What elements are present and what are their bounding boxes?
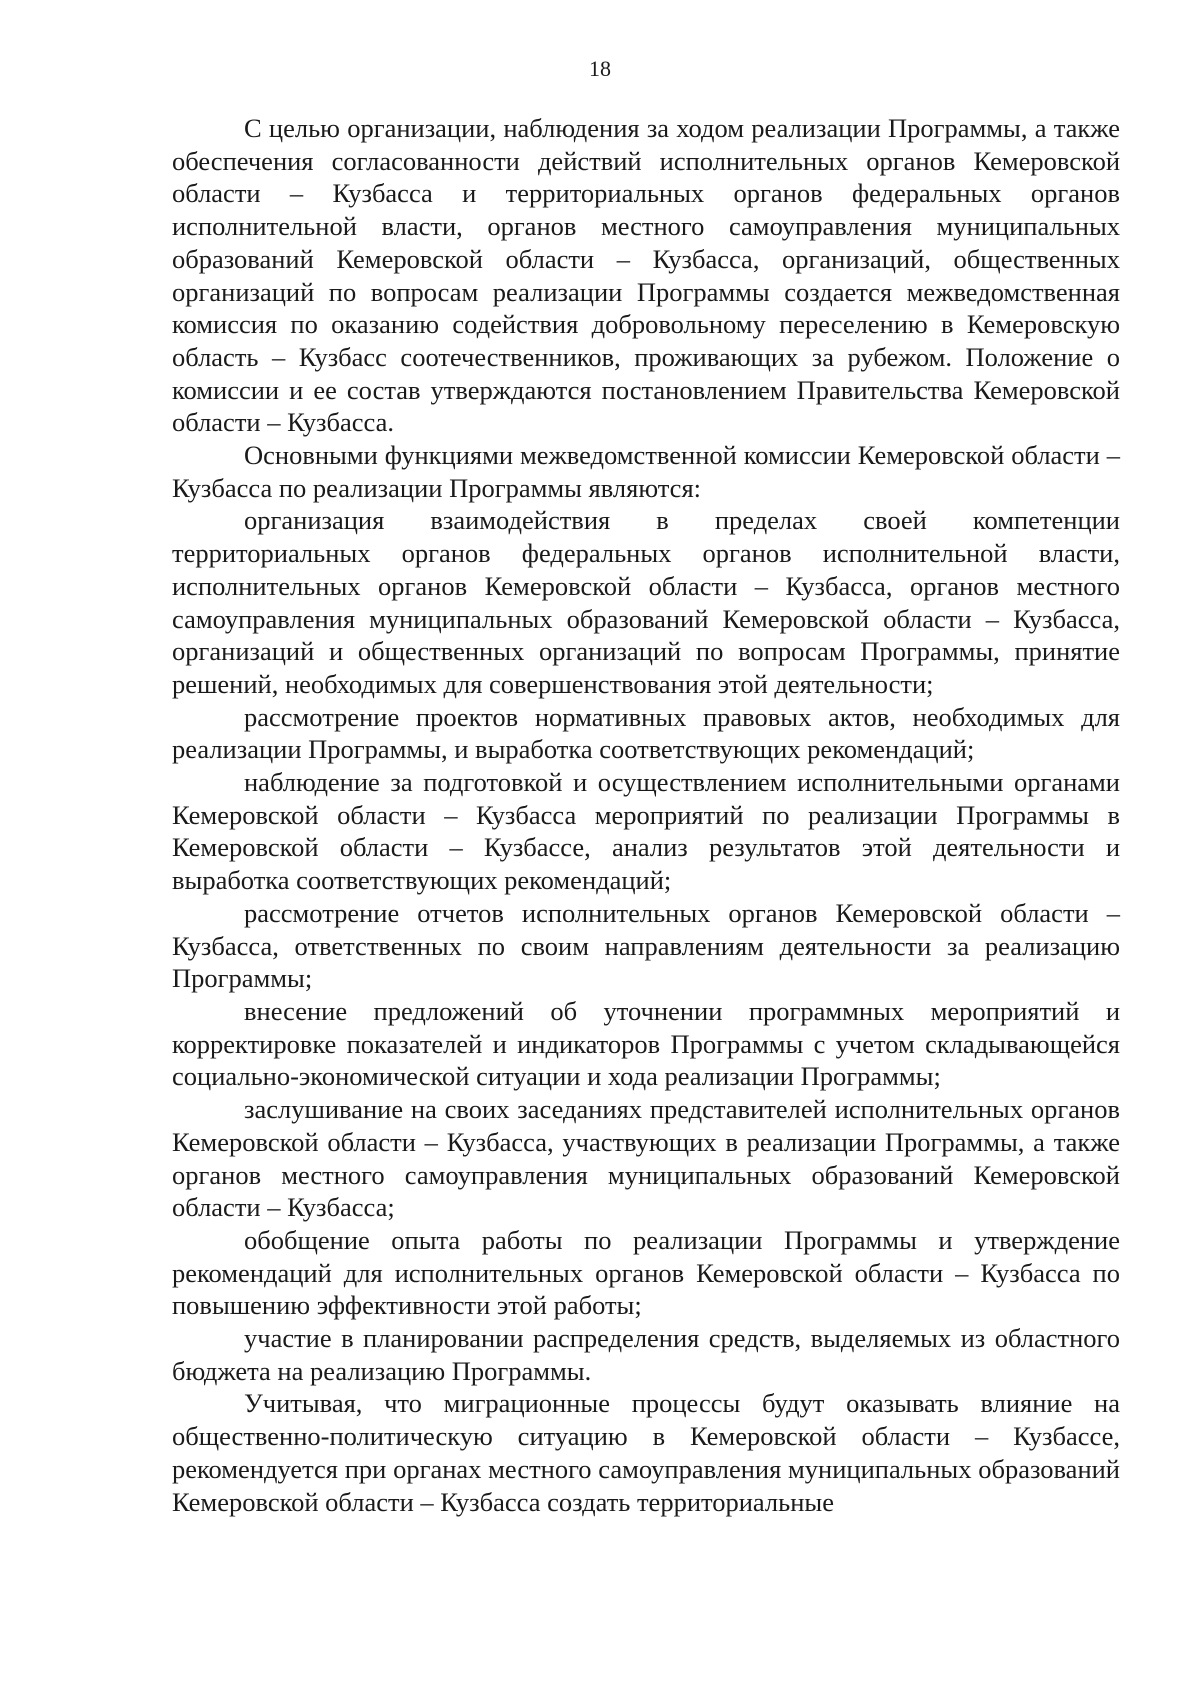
list-item: рассмотрение отчетов исполнительных органов Кемеровской области – Кузбасса, ответственных по своим направлениям деятельности за реализацию Программы; bbox=[172, 897, 1120, 994]
paragraph: Учитывая, что миграционные процессы будут оказывать влияние на общественно-политическую ситуацию в Кемеровской области – Кузбассе, рекомендуется при органах местного самоуправления муниципальных образований Кемеровской области – Кузбасса создать территориальные bbox=[172, 1388, 1120, 1517]
list-item: рассмотрение проектов нормативных правовых актов, необходимых для реализации Программы, и выработка соответствующих рекомендаций; bbox=[172, 701, 1120, 765]
list-item: организация взаимодействия в пределах своей компетенции территориальных органов федеральных органов исполнительной власти, исполнительных органов Кемеровской области – Кузбасса, органов местного самоуправления муниципальных образований Кемеровской области – Кузбасса, организаций и общественных организаций по вопросам Программы, принятие решений, необходимых для совершенствования этой деятельности; bbox=[172, 505, 1120, 699]
document-body bbox=[172, 112, 1120, 1518]
paragraph: Основными функциями межведомственной комиссии Кемеровской области – Кузбасса по реализации Программы являются: bbox=[172, 440, 1120, 503]
paragraph: С целью организации, наблюдения за ходом реализации Программы, а также обеспечения согласованности действий исполнительных органов Кемеровской области – Кузбасса и территориальных органов федеральных органов исполнительной власти, органов местного самоуправления муниципальных образований Кемеровской области – Кузбасса, организаций, общественных организаций по вопросам реализации Программы создается межведомственная комиссия по оказанию содействия добровольному переселению в Кемеровскую область – Кузбасс соотечественников, проживающих за рубежом. Положение о комиссии и ее состав утверждаются постановлением Правительства Кемеровской области – Кузбасса. bbox=[172, 113, 1120, 438]
list-item: внесение предложений об уточнении программных мероприятий и корректировке показателей и индикаторов Программы с учетом складывающейся социально-экономической ситуации и хода реализации Программы; bbox=[172, 995, 1120, 1092]
list-item: наблюдение за подготовкой и осуществлением исполнительными органами Кемеровской области – Кузбасса мероприятий по реализации Программы в Кемеровской области – Кузбассе, анализ результатов этой деятельности и выработка соответствующих рекомендаций; bbox=[172, 767, 1120, 896]
list-item: обобщение опыта работы по реализации Программы и утверждение рекомендаций для исполнительных органов Кемеровской области – Кузбасса по повышению эффективности этой работы; bbox=[172, 1224, 1120, 1321]
list-item: заслушивание на своих заседаниях представителей исполнительных органов Кемеровской области – Кузбасса, участвующих в реализации Программы, а также органов местного самоуправления муниципальных образований Кемеровской области – Кузбасса; bbox=[172, 1094, 1120, 1223]
list-item: участие в планировании распределения средств, выделяемых из областного бюджета на реализацию Программы. bbox=[172, 1323, 1120, 1386]
page-number: 18 bbox=[589, 56, 611, 81]
